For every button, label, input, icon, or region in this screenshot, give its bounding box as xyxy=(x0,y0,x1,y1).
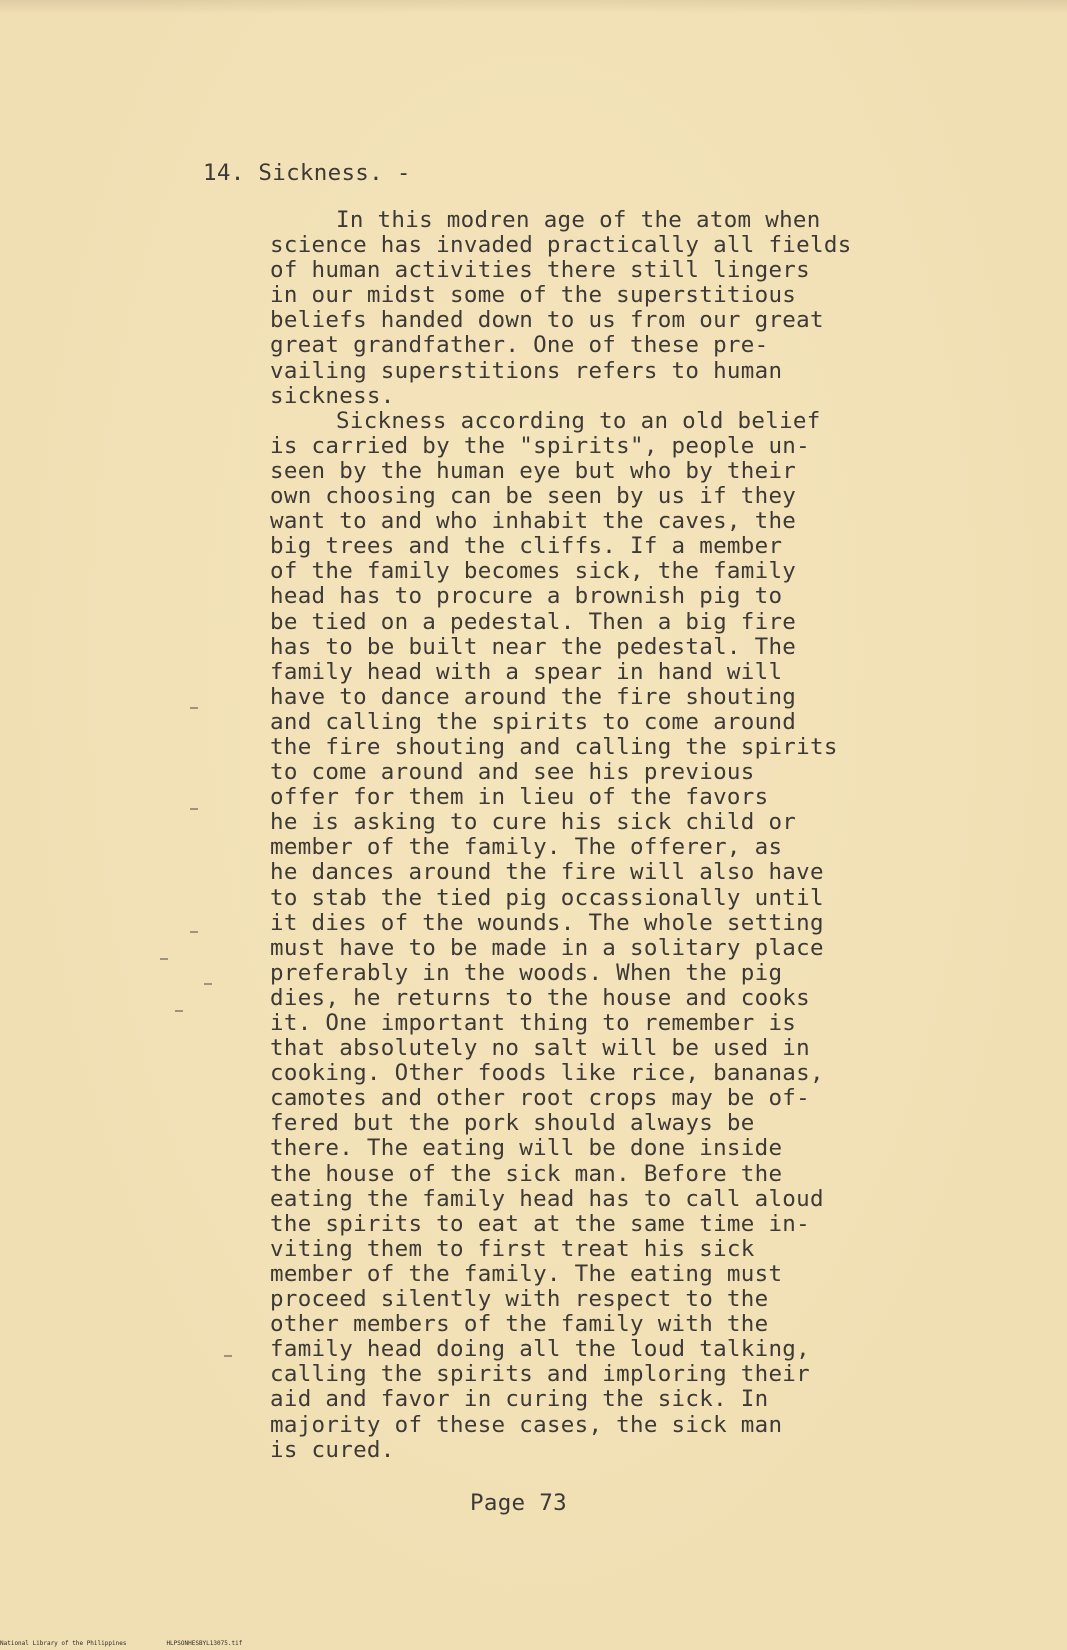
text-line: of human activities there still lingers xyxy=(270,257,810,284)
text-line: member of the family. The offerer, as xyxy=(270,834,783,861)
text-line: in our midst some of the superstitious xyxy=(270,282,797,309)
text-line: to come around and see his previous xyxy=(270,759,755,786)
text-line: family head with a spear in hand will xyxy=(270,658,783,685)
text-line: he dances around the fire will also have xyxy=(270,859,824,886)
text-line: science has invaded practically all fields xyxy=(270,232,852,259)
text-line: dies, he returns to the house and cooks xyxy=(270,984,810,1011)
text-line: aid and favor in curing the sick. In xyxy=(270,1386,769,1413)
text-line: want to and who inhabit the caves, the xyxy=(270,508,797,535)
margin-mark xyxy=(160,958,168,960)
text-line: there. The eating will be done inside xyxy=(270,1135,783,1162)
text-line: of the family becomes sick, the family xyxy=(270,558,797,585)
text-line: offer for them in lieu of the favors xyxy=(270,784,769,811)
text-line: proceed silently with respect to the xyxy=(270,1286,769,1313)
text-line: calling the spirits and imploring their xyxy=(270,1361,810,1388)
library-name: National Library of the Philippines xyxy=(0,1640,127,1647)
text-line: to stab the tied pig occassionally until xyxy=(270,884,824,911)
text-line: great grandfather. One of these pre- xyxy=(270,332,769,359)
text-line: beliefs handed down to us from our great xyxy=(270,307,824,334)
text-line: majority of these cases, the sick man xyxy=(270,1411,783,1438)
text-line: Sickness according to an old belief xyxy=(336,407,821,434)
text-line: it. One important thing to remember is xyxy=(270,1010,797,1036)
margin-mark xyxy=(190,808,198,810)
text-line: family head doing all the loud talking, xyxy=(270,1336,810,1363)
text-line: it dies of the wounds. The whole setting xyxy=(270,909,824,936)
margin-mark xyxy=(224,1355,232,1357)
text-line: he is asking to cure his sick child or xyxy=(270,809,797,836)
text-line: preferably in the woods. When the pig xyxy=(270,959,783,986)
text-line: the spirits to eat at the same time in- xyxy=(270,1210,810,1237)
text-line: has to be built near the pedestal. The xyxy=(270,633,797,660)
text-line: and calling the spirits to come around xyxy=(270,708,797,735)
paragraph-1 xyxy=(270,208,910,409)
text-line: own choosing can be seen by us if they xyxy=(270,483,797,510)
text-line: In this modren age of the atom when xyxy=(336,207,821,233)
text-line: the house of the sick man. Before the xyxy=(270,1160,783,1187)
text-line: seen by the human eye but who by their xyxy=(270,457,797,484)
text-line: the fire shouting and calling the spirits xyxy=(270,733,838,760)
body-text xyxy=(270,208,910,1463)
text-line: have to dance around the fire shouting xyxy=(270,683,797,710)
margin-mark xyxy=(190,707,198,709)
page-number: Page 73 xyxy=(470,1490,567,1516)
text-line: other members of the family with the xyxy=(270,1311,769,1338)
text-line: be tied on a pedestal. Then a big fire xyxy=(270,608,797,635)
text-line: must have to be made in a solitary place xyxy=(270,934,824,961)
text-line: viting them to first treat his sick xyxy=(270,1235,755,1262)
margin-mark xyxy=(190,931,198,933)
text-line: that absolutely no salt will be used in xyxy=(270,1035,810,1062)
margin-mark xyxy=(175,1010,183,1012)
text-line: head has to procure a brownish pig to xyxy=(270,583,783,610)
text-line: fered but the pork should always be xyxy=(270,1110,755,1137)
text-line: vailing superstitions refers to human xyxy=(270,357,783,384)
margin-mark xyxy=(204,983,212,985)
file-id: HLPSONHESBYL13075.tif xyxy=(166,1640,243,1647)
text-line: big trees and the cliffs. If a member xyxy=(270,533,783,560)
paragraph-2 xyxy=(270,409,910,1463)
text-line: is carried by the "spirits", people un- xyxy=(270,432,810,459)
text-line: is cured. xyxy=(270,1436,395,1463)
text-line: eating the family head has to call aloud xyxy=(270,1185,824,1212)
text-line: camotes and other root crops may be of- xyxy=(270,1085,810,1112)
text-line: sickness. xyxy=(270,382,395,409)
section-heading: 14. Sickness. - xyxy=(203,160,411,186)
text-line: cooking. Other foods like rice, bananas, xyxy=(270,1060,824,1087)
scan-footer xyxy=(0,1640,242,1648)
text-line: member of the family. The eating must xyxy=(270,1260,783,1287)
